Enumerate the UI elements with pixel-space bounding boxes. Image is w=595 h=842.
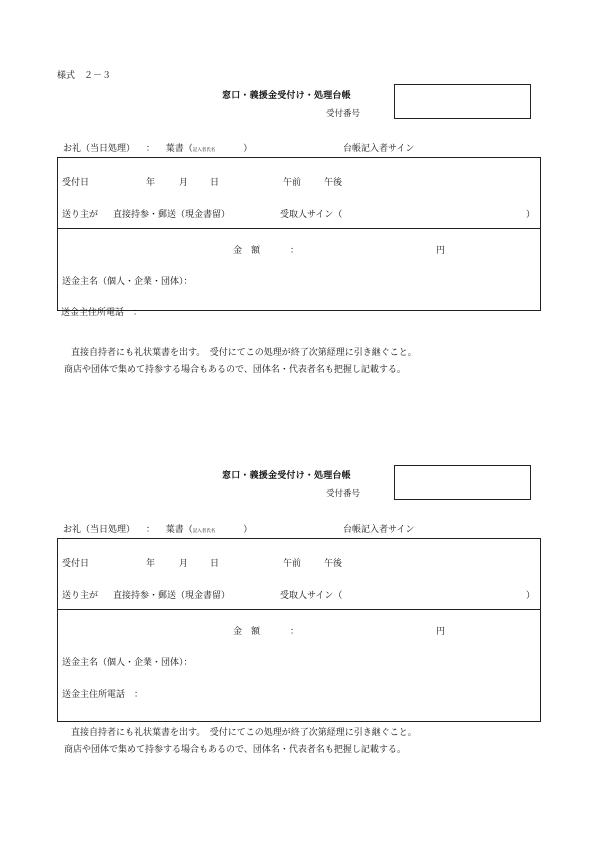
delivery-options[interactable]: 直接持参・郵送（現金書留） bbox=[113, 591, 231, 601]
pm-option[interactable]: 午後 bbox=[324, 559, 343, 569]
sender-name-label: 送金主名（個人・企業・団体）： bbox=[62, 277, 193, 287]
note-line-1: 直接自持者にも礼状葉書を出す。 受付にてこの処理が終了次第経理に引き継ぐこと。 bbox=[71, 348, 417, 358]
postcard-close: ） bbox=[243, 525, 253, 535]
receiver-sign-close: ） bbox=[526, 210, 536, 220]
thanks-label: お礼（当日処理） bbox=[63, 525, 136, 535]
ledger-sign-label: 台帳記入者サイン bbox=[343, 525, 415, 535]
am-option[interactable]: 午前 bbox=[283, 559, 302, 569]
date-label: 受付日 bbox=[62, 178, 90, 188]
receiver-sign-label[interactable]: 受取人サイン（ bbox=[280, 591, 343, 601]
year-label[interactable]: 年 bbox=[146, 178, 156, 188]
amount-colon: ： bbox=[290, 627, 300, 637]
section-title: 窓口・義援金受付け・処理台帳 bbox=[222, 91, 351, 101]
postcard-option[interactable]: 葉書（ bbox=[165, 144, 193, 154]
amount-label: 金 額 bbox=[233, 246, 261, 256]
pm-option[interactable]: 午後 bbox=[324, 178, 343, 188]
writer-name-note: 記入者氏名 bbox=[192, 529, 216, 534]
row-divider bbox=[58, 609, 540, 610]
date-label: 受付日 bbox=[62, 559, 90, 569]
sender-address-label: 送金主住所電話 ： bbox=[61, 308, 143, 318]
receiver-sign-label[interactable]: 受取人サイン（ bbox=[280, 210, 343, 220]
receipt-number-box[interactable] bbox=[394, 84, 531, 119]
sender-name-label: 送金主名（個人・企業・団体）： bbox=[62, 658, 193, 668]
writer-name-note: 記入者氏名 bbox=[192, 148, 216, 153]
thanks-row bbox=[63, 526, 252, 535]
day-label[interactable]: 日 bbox=[210, 559, 220, 569]
sender-label: 送り主が bbox=[62, 210, 99, 220]
receipt-number-label: 受付番号 bbox=[326, 109, 361, 119]
day-label[interactable]: 日 bbox=[210, 178, 220, 188]
thanks-row bbox=[63, 145, 252, 154]
year-label[interactable]: 年 bbox=[146, 559, 156, 569]
postcard-option[interactable]: 葉書（ bbox=[165, 525, 193, 535]
ledger-sign-label: 台帳記入者サイン bbox=[343, 144, 415, 154]
postcard-close: ） bbox=[243, 144, 253, 154]
amount-label: 金 額 bbox=[233, 627, 261, 637]
section-title: 窓口・義援金受付け・処理台帳 bbox=[222, 471, 351, 481]
row-divider bbox=[58, 228, 540, 229]
ledger-frame bbox=[57, 157, 541, 311]
note-line-2: 商店や団体で集めて持参する場合もあるので、団体名・代表者名も把握し記載する。 bbox=[64, 745, 406, 755]
note-line-2: 商店や団体で集めて持参する場合もあるので、団体名・代表者名も把握し記載する。 bbox=[64, 365, 406, 375]
receiver-sign-close: ） bbox=[526, 591, 536, 601]
amount-colon: ： bbox=[290, 246, 300, 256]
amount-unit: 円 bbox=[436, 627, 446, 637]
am-option[interactable]: 午前 bbox=[283, 178, 302, 188]
sender-label: 送り主が bbox=[62, 591, 99, 601]
thanks-label: お礼（当日処理） bbox=[63, 144, 136, 154]
month-label[interactable]: 月 bbox=[179, 559, 189, 569]
form-code: 様式 ２－３ bbox=[57, 71, 112, 81]
thanks-colon: ： bbox=[145, 525, 155, 535]
note-line-1: 直接自持者にも礼状葉書を出す。 受付にてこの処理が終了次第経理に引き継ぐこと。 bbox=[71, 728, 417, 738]
delivery-options[interactable]: 直接持参・郵送（現金書留） bbox=[113, 210, 231, 220]
amount-unit: 円 bbox=[436, 246, 446, 256]
sender-address-label: 送金主住所電話 ： bbox=[62, 690, 144, 700]
receipt-number-label: 受付番号 bbox=[326, 489, 361, 499]
receipt-number-box[interactable] bbox=[394, 465, 531, 500]
thanks-colon: ： bbox=[145, 144, 155, 154]
ledger-frame bbox=[57, 538, 541, 722]
month-label[interactable]: 月 bbox=[179, 178, 189, 188]
